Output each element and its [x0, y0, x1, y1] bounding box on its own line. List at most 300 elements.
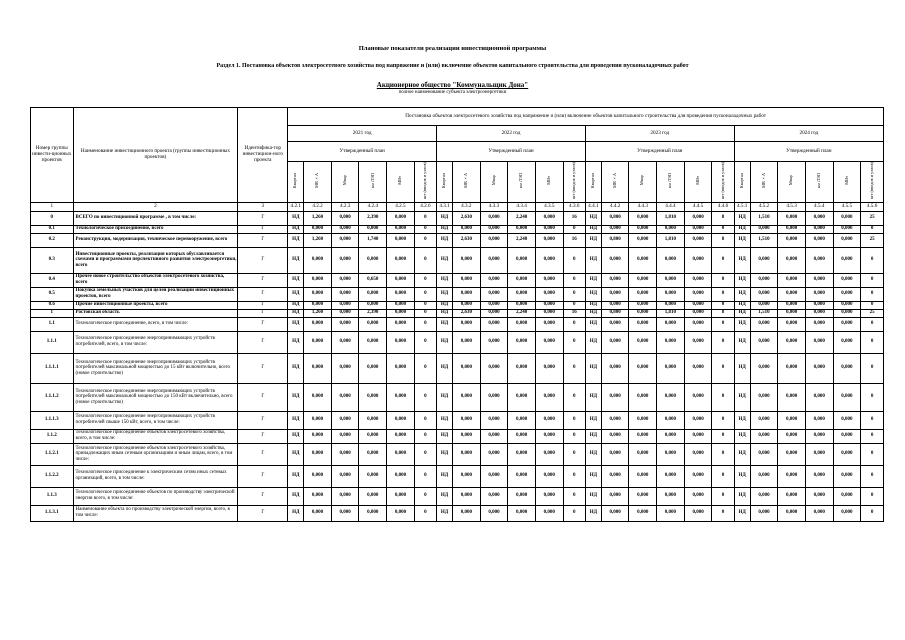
row-value: 0,000 — [684, 505, 712, 521]
header-col-number: 4.5.3 — [778, 202, 806, 211]
row-value: 8 — [712, 211, 734, 225]
row-value: 0 — [712, 487, 734, 505]
row-value: 0,000 — [657, 287, 685, 301]
row-value: НД — [585, 301, 601, 309]
row-name: Технологическое присоединение к электрическим сетям иных сетевых организаций, всего, в том числе: — [73, 465, 238, 487]
row-value: 0,000 — [805, 429, 833, 443]
row-value: 0,000 — [805, 225, 833, 233]
row-value: 0,000 — [750, 443, 778, 465]
row-value: 0,000 — [684, 429, 712, 443]
row-value: 0,000 — [805, 443, 833, 465]
row-value: 0,000 — [778, 211, 806, 225]
row-value: НД — [585, 317, 601, 331]
row-value: НД — [437, 211, 453, 225]
header-unit — [861, 162, 884, 203]
header-project-name: Наименование инвестиционного проекта (группы инвестиционных проектов) — [73, 108, 238, 203]
row-value: 0,000 — [508, 443, 536, 465]
row-value: НД — [288, 287, 304, 301]
row-number: 0 — [31, 211, 74, 225]
row-value: 0,000 — [833, 411, 861, 429]
header-col-number: 4.2.2 — [304, 202, 332, 211]
row-value: 0,000 — [601, 353, 629, 383]
row-identifier: Г — [238, 287, 288, 301]
row-value: 0,000 — [480, 443, 508, 465]
header-unit-text: Квартал — [738, 172, 744, 189]
row-value: 0,000 — [778, 309, 806, 317]
row-value: 0,000 — [453, 287, 481, 301]
row-value: 0,000 — [453, 505, 481, 521]
header-col-number: 4.2.6 — [414, 202, 436, 211]
row-value: 0,000 — [480, 465, 508, 487]
row-value: 0,000 — [657, 331, 685, 353]
row-value: 0,000 — [331, 225, 359, 233]
row-value: 1,810 — [657, 309, 685, 317]
header-unit-text: МВ×А — [463, 172, 469, 188]
row-value: НД — [734, 487, 750, 505]
row-value: 0,000 — [629, 225, 657, 233]
row-value: НД — [288, 309, 304, 317]
row-value: НД — [288, 233, 304, 247]
row-value: 0,000 — [304, 247, 332, 273]
row-value: 0,000 — [331, 353, 359, 383]
header-unit-text: км ЛЭП — [369, 172, 375, 188]
row-value: 0,000 — [778, 465, 806, 487]
row-number: 1.1.3 — [31, 487, 74, 505]
row-value: НД — [734, 443, 750, 465]
header-unit-text: км ЛЭП — [518, 172, 524, 188]
row-value: 0,000 — [453, 247, 481, 273]
row-value: 0,000 — [833, 331, 861, 353]
row-value: 0,000 — [657, 225, 685, 233]
header-unit-text: шт (вводов и узлов) — [422, 162, 428, 199]
row-value: 0 — [861, 273, 884, 287]
row-value: НД — [288, 317, 304, 331]
row-value: 0 — [563, 443, 585, 465]
row-value: 0,000 — [805, 247, 833, 273]
row-value: 0,000 — [304, 411, 332, 429]
header-plan: Утвержденный план — [585, 142, 734, 162]
row-value: 0,000 — [657, 411, 685, 429]
row-value: 0,000 — [805, 487, 833, 505]
header-unit — [712, 162, 734, 203]
row-value: 0,000 — [535, 317, 563, 331]
row-name: Реконструкция, модернизация, техническое перевооружение, всего — [73, 233, 238, 247]
row-value: 0,000 — [359, 429, 387, 443]
row-value: 0 — [414, 383, 436, 411]
row-number: 0.2 — [31, 233, 74, 247]
row-value: 0,000 — [805, 287, 833, 301]
row-value: НД — [585, 353, 601, 383]
row-value: 0,000 — [304, 301, 332, 309]
row-value: 0,000 — [453, 411, 481, 429]
row-identifier: Г — [238, 309, 288, 317]
row-value: 0,000 — [387, 353, 415, 383]
row-value: 0,000 — [453, 429, 481, 443]
row-value: 0,000 — [657, 487, 685, 505]
row-value: 2,630 — [453, 309, 481, 317]
row-value: 0 — [563, 505, 585, 521]
row-number: 1.1.1 — [31, 331, 74, 353]
row-value: 0,800 — [601, 233, 629, 247]
row-value: 0,000 — [535, 211, 563, 225]
row-number: 0.5 — [31, 287, 74, 301]
row-value: 0 — [861, 505, 884, 521]
row-value: 0,000 — [359, 487, 387, 505]
row-value: 0,000 — [629, 465, 657, 487]
row-value: НД — [585, 429, 601, 443]
row-value: 0,000 — [601, 505, 629, 521]
row-value: 0,000 — [535, 353, 563, 383]
row-value: 2,630 — [453, 233, 481, 247]
row-value: НД — [585, 211, 601, 225]
row-number: 0.4 — [31, 273, 74, 287]
row-value: 0,000 — [331, 317, 359, 331]
row-value: 25 — [861, 233, 884, 247]
row-value: 0 — [563, 487, 585, 505]
row-value: 2,390 — [359, 211, 387, 225]
row-value: 0,000 — [629, 211, 657, 225]
row-value: 0,000 — [535, 487, 563, 505]
row-value: 0,000 — [601, 429, 629, 443]
row-value: 1,510 — [750, 233, 778, 247]
row-value: 0,000 — [453, 273, 481, 287]
row-value: НД — [585, 465, 601, 487]
row-value: 0 — [861, 465, 884, 487]
row-value: 0,000 — [629, 353, 657, 383]
row-value: 0 — [861, 443, 884, 465]
row-name: Технологическое присоединение объектов электросетевого хозяйства, всего, в том числе: — [73, 429, 238, 443]
row-value: 0,000 — [304, 225, 332, 233]
header-unit — [585, 162, 601, 203]
row-value: 0,000 — [684, 465, 712, 487]
header-unit — [657, 162, 685, 203]
row-value: 0,000 — [331, 233, 359, 247]
header-unit — [805, 162, 833, 203]
row-value: 0,000 — [750, 317, 778, 331]
row-value: 0,000 — [629, 411, 657, 429]
row-value: 0,000 — [535, 247, 563, 273]
company-caption: полное наименование субъекта электроэнергетики — [398, 90, 507, 95]
header-unit-text: шт (вводов и узлов) — [868, 162, 874, 199]
row-value: 0,000 — [629, 331, 657, 353]
row-value: 0 — [712, 443, 734, 465]
row-value: НД — [585, 443, 601, 465]
row-value: 0,000 — [359, 317, 387, 331]
header-col-number: 4.2.3 — [331, 202, 359, 211]
row-value: 0 — [712, 505, 734, 521]
row-value: 0 — [861, 301, 884, 309]
row-value: НД — [734, 233, 750, 247]
row-value: 0,000 — [535, 309, 563, 317]
row-value: 1,740 — [359, 233, 387, 247]
header-unit — [453, 162, 481, 203]
row-value: 8 — [712, 233, 734, 247]
row-value: 0,000 — [331, 505, 359, 521]
row-value: НД — [585, 505, 601, 521]
row-value: 0,000 — [601, 331, 629, 353]
row-value: 0,000 — [750, 353, 778, 383]
row-value: 0 — [563, 301, 585, 309]
row-identifier: Г — [238, 429, 288, 443]
row-value: 0,000 — [629, 287, 657, 301]
row-value: НД — [288, 443, 304, 465]
row-value: 0,000 — [387, 505, 415, 521]
row-value: 0,000 — [453, 443, 481, 465]
row-value: 0,000 — [387, 211, 415, 225]
row-value: 0,000 — [453, 301, 481, 309]
header-unit-text: км ЛЭП — [667, 172, 673, 188]
row-value: НД — [585, 225, 601, 233]
row-name: Технологическое присоединение энергопринимающих устройств потребителей максимальной мощностью до 150 кВт включительно, всего (новое строительство) — [73, 383, 238, 411]
header-col-number: 4.2.4 — [359, 202, 387, 211]
header-col-number: 4.5.1 — [734, 202, 750, 211]
row-value: 1,260 — [304, 309, 332, 317]
row-value: 0,000 — [778, 443, 806, 465]
header-col-number: 4.4.1 — [585, 202, 601, 211]
table-row — [31, 301, 884, 309]
row-value: 0,000 — [359, 443, 387, 465]
row-value: НД — [734, 247, 750, 273]
row-value: 0 — [861, 411, 884, 429]
row-identifier: Г — [238, 465, 288, 487]
header-unit — [480, 162, 508, 203]
row-value: 0 — [563, 273, 585, 287]
row-value: 0,000 — [833, 465, 861, 487]
row-value: 0,000 — [657, 465, 685, 487]
row-value: 0,000 — [387, 273, 415, 287]
row-value: 0,000 — [331, 211, 359, 225]
header-col-number: 4.4.3 — [629, 202, 657, 211]
row-value: 0,800 — [601, 211, 629, 225]
row-value: 0,000 — [387, 411, 415, 429]
row-value: 0,000 — [331, 487, 359, 505]
row-value: 0,000 — [601, 317, 629, 331]
row-value: 0,000 — [387, 317, 415, 331]
row-identifier: Г — [238, 233, 288, 247]
row-value: 0 — [563, 331, 585, 353]
header-col-number: 4.3.2 — [453, 202, 481, 211]
row-identifier: Г — [238, 383, 288, 411]
row-identifier: Г — [238, 225, 288, 233]
row-value: НД — [585, 411, 601, 429]
row-value: 0,000 — [778, 353, 806, 383]
row-value: 0,000 — [480, 233, 508, 247]
row-value: 0,000 — [833, 301, 861, 309]
row-value: 0,000 — [535, 411, 563, 429]
row-value: 0,000 — [684, 247, 712, 273]
row-value: НД — [288, 411, 304, 429]
row-value: 0,000 — [480, 301, 508, 309]
row-value: 0 — [712, 317, 734, 331]
row-value: 0,000 — [601, 487, 629, 505]
row-value: 0 — [414, 317, 436, 331]
row-value: 0,000 — [331, 287, 359, 301]
row-value: 0,000 — [359, 301, 387, 309]
row-value: 0,000 — [778, 487, 806, 505]
row-value: 0 — [712, 429, 734, 443]
row-value: 0,000 — [535, 383, 563, 411]
header-unit-text: Мвар — [639, 175, 645, 186]
header-col-number: 4.4.5 — [684, 202, 712, 211]
row-value: НД — [734, 211, 750, 225]
row-value: 0,000 — [657, 383, 685, 411]
row-value: 0,000 — [805, 317, 833, 331]
row-value: 0 — [712, 287, 734, 301]
row-value: 0 — [861, 429, 884, 443]
row-value: 0,000 — [657, 353, 685, 383]
row-value: 0,000 — [304, 443, 332, 465]
row-number: 1.1.1.1 — [31, 353, 74, 383]
row-value: 0 — [712, 411, 734, 429]
row-value: 0,000 — [535, 443, 563, 465]
header-unit-text: Квартал — [441, 172, 447, 189]
row-value: 0,000 — [805, 273, 833, 287]
row-value: 0,000 — [629, 487, 657, 505]
row-value: 0,000 — [480, 383, 508, 411]
row-value: 0,000 — [480, 247, 508, 273]
row-value: 0,000 — [684, 225, 712, 233]
header-unit-text: МВт — [545, 176, 551, 185]
row-value: 0,000 — [778, 317, 806, 331]
row-value: 0,000 — [778, 233, 806, 247]
row-value: 0 — [414, 211, 436, 225]
header-plan: Утвержденный план — [288, 142, 437, 162]
header-unit — [750, 162, 778, 203]
header-year: 2024 год — [734, 126, 883, 142]
row-value: 0 — [861, 317, 884, 331]
row-value: 0,000 — [508, 273, 536, 287]
row-value: 0,000 — [601, 273, 629, 287]
row-value: 0,000 — [480, 353, 508, 383]
row-value: 0,000 — [387, 225, 415, 233]
row-value: 0 — [861, 383, 884, 411]
row-value: 0 — [563, 383, 585, 411]
row-value: 16 — [563, 211, 585, 225]
row-number: 0.6 — [31, 301, 74, 309]
table-row — [31, 247, 884, 273]
row-value: 1,260 — [304, 233, 332, 247]
row-value: 0,000 — [480, 331, 508, 353]
header-unit-text: МВт — [397, 176, 403, 185]
table-row — [31, 383, 884, 411]
row-value: 0 — [861, 225, 884, 233]
row-value: 0,000 — [629, 429, 657, 443]
header-year: 2023 год — [585, 126, 734, 142]
row-value: 0,000 — [387, 487, 415, 505]
row-value: 0,000 — [453, 331, 481, 353]
row-value: 0,000 — [508, 465, 536, 487]
header-unit — [778, 162, 806, 203]
row-value: 0,000 — [304, 465, 332, 487]
header-unit — [359, 162, 387, 203]
row-value: 0,000 — [684, 487, 712, 505]
row-number: 1.1.1.2 — [31, 383, 74, 411]
row-value: 0,000 — [535, 273, 563, 287]
row-number: 1 — [31, 309, 74, 317]
header-unit-text: Квартал — [590, 172, 596, 189]
row-value: НД — [734, 465, 750, 487]
row-value: 0 — [414, 233, 436, 247]
row-value: НД — [437, 225, 453, 233]
row-value: НД — [288, 211, 304, 225]
table-row — [31, 317, 884, 331]
table-row — [31, 108, 884, 126]
header-col-number: 4.4.4 — [657, 202, 685, 211]
table-row — [31, 353, 884, 383]
row-identifier: Г — [238, 247, 288, 273]
header-super: Постановка объектов электросетевого хозяйства под напряжение и (или) включение объектов капитального строительства для проведения пусконаладочных работ — [288, 108, 884, 126]
row-value: 0,000 — [629, 443, 657, 465]
row-value: 0,000 — [359, 225, 387, 233]
row-value: 1,810 — [657, 233, 685, 247]
row-value: НД — [734, 383, 750, 411]
row-value: 0,000 — [833, 383, 861, 411]
row-value: 0,000 — [805, 383, 833, 411]
row-value: НД — [437, 429, 453, 443]
row-name: Прочее новое строительство объектов электросетевого хозяйства, всего — [73, 273, 238, 287]
header-unit — [288, 162, 304, 203]
row-value: 0 — [414, 465, 436, 487]
row-value: 0,000 — [480, 317, 508, 331]
row-value: НД — [288, 353, 304, 383]
header-year: 2021 год — [288, 126, 437, 142]
table-row — [31, 233, 884, 247]
document-title: Плановые показатели реализации инвестиционной программы — [358, 45, 547, 52]
table-row — [31, 202, 884, 211]
row-value: 0,000 — [453, 317, 481, 331]
row-value: НД — [734, 273, 750, 287]
row-value: НД — [734, 225, 750, 233]
row-value: 0 — [414, 443, 436, 465]
row-value: 0,000 — [684, 309, 712, 317]
row-value: 0,000 — [750, 273, 778, 287]
row-value: 0 — [563, 411, 585, 429]
header-unit — [563, 162, 585, 203]
row-value: 0,000 — [304, 317, 332, 331]
row-value: 0,000 — [778, 225, 806, 233]
row-value: НД — [437, 331, 453, 353]
row-value: 0,000 — [480, 309, 508, 317]
row-value: 0,000 — [453, 487, 481, 505]
row-value: 0,000 — [508, 429, 536, 443]
row-value: 0,000 — [480, 487, 508, 505]
row-value: НД — [734, 505, 750, 521]
row-value: 0 — [563, 465, 585, 487]
row-value: 0,000 — [657, 443, 685, 465]
row-identifier: Г — [238, 505, 288, 521]
row-value: 0,000 — [508, 225, 536, 233]
row-value: 0,000 — [833, 287, 861, 301]
row-value: 0,650 — [359, 273, 387, 287]
row-value: НД — [288, 225, 304, 233]
row-value: 0,000 — [359, 331, 387, 353]
row-value: 0,000 — [508, 317, 536, 331]
header-unit-text: МВ×А — [760, 172, 766, 188]
row-value: 0,000 — [508, 411, 536, 429]
row-value: НД — [734, 411, 750, 429]
row-value: 0,000 — [657, 273, 685, 287]
row-value: 0,000 — [657, 301, 685, 309]
header-col-number: 4.5.5 — [833, 202, 861, 211]
row-value: 0,000 — [778, 411, 806, 429]
header-unit-text: Мвар — [341, 175, 347, 186]
row-value: 0,000 — [833, 225, 861, 233]
row-value: НД — [585, 233, 601, 247]
row-value: 0,000 — [750, 505, 778, 521]
row-value: 1,510 — [750, 309, 778, 317]
row-value: 0,000 — [833, 211, 861, 225]
row-value: НД — [288, 331, 304, 353]
